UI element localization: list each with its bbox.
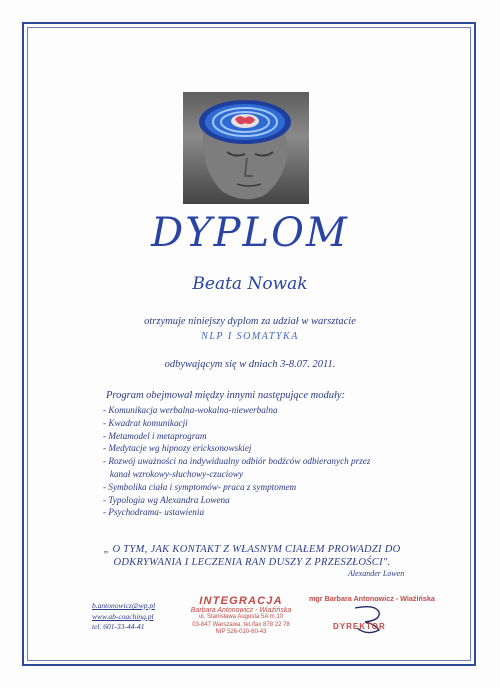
company-stamp xyxy=(176,595,306,637)
quote-line-2: ODKRYWANIA I LECZENIA RAN DUSZY Z PRZESZŁOŚCI". xyxy=(113,557,391,568)
director-signature-stamp xyxy=(309,594,449,631)
module-item: - Kwadrat komunikacji xyxy=(103,417,188,428)
stamp-brand: INTEGRACJA xyxy=(199,595,283,607)
stamp-street: ul. Stanisława Augusta 5A m.10 xyxy=(198,614,284,620)
quote xyxy=(62,543,442,569)
stamp-owner: Barbara Antonowicz - Wiaźińska xyxy=(190,607,292,614)
website-link[interactable]: www.ab-coaching.pl xyxy=(92,611,154,621)
modules-list xyxy=(103,404,433,519)
module-item: - Rozwój uważności na indywidualny odbiór bodźców odbieranych przez xyxy=(103,456,371,467)
stamp-nip: NIP 526-010-60-43 xyxy=(215,629,267,635)
workshop-dates: odbywającym się w dniach 3-8.07. 2011. xyxy=(164,359,336,370)
module-item: kanał wzrokowy-słuchowy-czuciowy xyxy=(103,468,243,479)
module-item: - Komunikacja werbalna-wokalna-niewerbalna xyxy=(103,405,278,415)
module-item: - Symbolika ciała i symptomów- praca z symptomem xyxy=(103,481,297,492)
module-item: - Medytacje wg hipnozy ericksonowskiej xyxy=(103,443,252,454)
module-item: - Psychodrama- ustawienia xyxy=(103,507,205,518)
signature-role: DYREKTOR xyxy=(333,622,386,631)
signature-name: mgr Barbara Antonowicz - Wiaźińska xyxy=(309,594,435,603)
diploma-title: DYPLOM xyxy=(151,210,349,256)
quote-line-1: „ O TYM, JAK KONTAKT Z WŁASNYM CIAŁEM PROWADZI DO xyxy=(103,544,401,555)
recipient-name: Beata Nowak xyxy=(192,274,308,294)
email-link[interactable]: b.antonowicz@wp.pl xyxy=(92,601,156,610)
intro-text: otrzymuje niniejszy dyplom za udział w warsztacie xyxy=(144,316,356,327)
contact-block xyxy=(92,601,155,633)
head-illustration xyxy=(183,92,309,204)
stamp-city: 03-847 Warszawa, tel./fax 878 22 78 xyxy=(192,621,290,628)
module-item: - Metamodel i metaprogram xyxy=(103,430,207,441)
workshop-name: NLP I SOMATYKA xyxy=(201,331,299,342)
phone-number: tel. 601-33-44-41 xyxy=(92,622,145,631)
quote-author: Alexander Lowen xyxy=(348,569,405,578)
program-heading: Program obejmował między innymi następujące moduły: xyxy=(106,390,346,401)
module-item: - Typologia wg Alexandra Lowena xyxy=(103,494,230,505)
